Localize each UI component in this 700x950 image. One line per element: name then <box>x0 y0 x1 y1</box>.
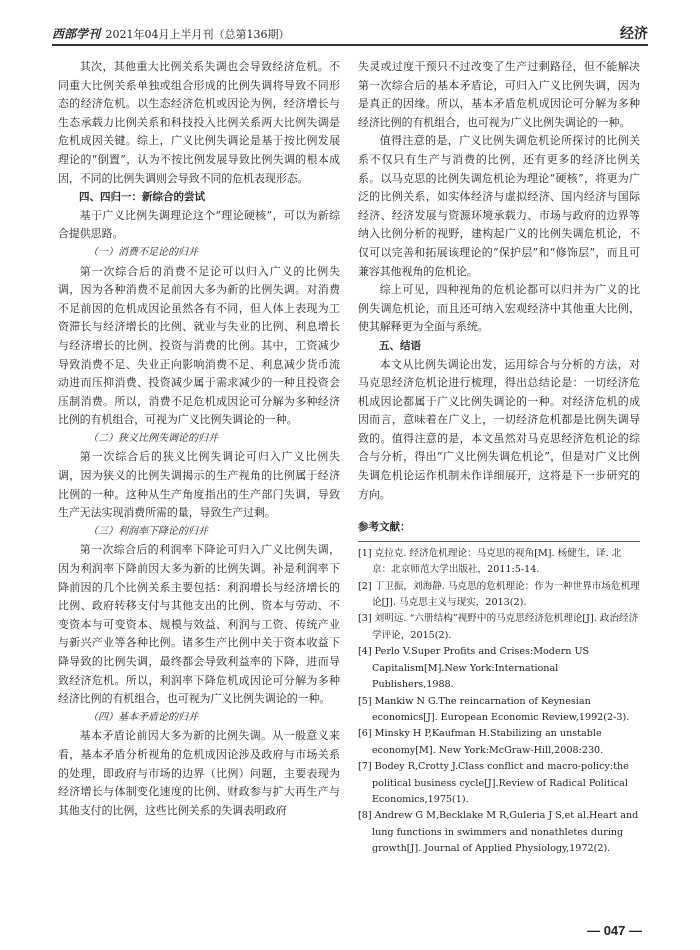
subsection-heading: （三）利润率下降论的归并 <box>88 525 208 537</box>
paragraph: 基于广义比例失调理论这个“理论硬核”，可以为新综合提供思路。 <box>58 208 340 241</box>
paragraph: 综上可见，四种视角的危机论都可以归并为广义的比例失调危机论，而且还可纳入宏观经济中其他重大比例，使其解释更为全面与系统。 <box>358 283 640 334</box>
paragraph: 基本矛盾论前因大多为新的比例失调。从一般意义来看，基本矛盾分析视角的危机成因论涉及政府与市场关系的处理，即政府与市场的边界（比例）问题，主要表现为经济增长与体制变化速度的比例、财政参与扩大再生产与其他支付的比例，这些比例关系的失调表明政府 <box>58 729 340 817</box>
reference-item: [1] 克拉克. 经济危机理论：马克思的视角[M]. 杨健生，译. 北京：北京师范大学出版社，2011:5-14. <box>358 547 622 576</box>
journal-logo: 西部学刊 <box>52 27 101 41</box>
issue-info: 2021年04月上半月刊（总第136期） <box>105 28 290 41</box>
reference-item: [5] Mankiw N G.The reincarnation of Keynesian economics[J]. European Economic Review,1992(2-3). <box>358 695 630 723</box>
paragraph: 第一次综合后的狭义比例失调论可归入广义比例失调，因为狭义的比例失调揭示的生产视角的比例属于经济比例的一种。这种从生产角度指出的生产部门失调，导致生产无法实现消费所需的量，导致生产过剩。 <box>58 450 340 520</box>
reference-item: [3] 刘明远. “六册结构”视野中的马克思经济危机理论[J]. 政治经济学评论，2015(2). <box>358 613 639 641</box>
paragraph: 第一次综合后的利润率下降论可归入广义比例失调，因为利润率下降前因大多为新的比例失调。补是利润率下降前因的几个比例关系主要包括：利润增长与经济增长的比例、政府转移支付与其他支出的比例、资本与劳动、不变资本与可变资本、规模与效益、利润与工资、传统产业与新兴产业等各种比例。诸多生产比例中关于资本收益下降导致的比例失调，最终都会导致利益率的下降，进而导致经济危机。所以，利润率下降危机成因论可分解为多种经济比例的有机组合，也可视为广义比例失调论的一种。 <box>58 543 340 706</box>
paragraph: 值得注意的是，广义比例失调危机论所探讨的比例关系不仅只有生产与消费的比例，还有更多的经济比例关系。以马克思的比例失调危机论为理论“硬核”，将更为广泛的比例关系，如实体经济与虚拟经济、国内经济与国际经济、经济发展与资源环境承载力、市场与政府的边界等纳入比例分析的视野，建构起广义的比例失调危机论，不仅可以完善和拓展该理论的“保护层”和“修饰层”，而且可兼容其他视角的危机论。 <box>358 134 640 278</box>
paragraph: 其次，其他重大比例关系失调也会导致经济危机。不同重大比例关系单独或组合形成的比例失调将导致不同形态的经济危机。以生态经济危机或因论为例，经济增长与生态承载力比例关系和科技投入比例关系两大比例失调是危机成因关键。综上，广义比例失调论是基于按比例发展理论的“倒置”，认为不按比例发展导致比例失调的根本成因，不同的比例失调则会导致不同的危机表现形态。 <box>58 60 340 185</box>
right-column <box>358 58 640 858</box>
paragraph: 第一次综合后的消费不足论可以归入广义的比例失调，因为各种消费不足前因大多为新的比例失调。对消费不足前因的危机成因论虽然各有不同，但人体上表现为工资滞长与经济增长的比例、就业与失业的比例、利息增长与经济增长的比例、投资与消费的比例。其中，工资减少导致消费不足、失业正向影响消费不足、利息减少货币流动进而压抑消费、投资减少属于需求减少的一种且投资会压制消费。所以，消费不足危机成因论可分解为多种经济比例的有机组合，可视为广义比例失调论的一种。 <box>58 264 340 427</box>
paragraph: 本文从比例失调论出发，运用综合与分析的方法，对马克思经济危机论进行梳理，得出总结论是：一切经济危机成因论都属于广义比例失调论的一种。对经济危机的成因而言，意味着在广义上，一切经济危机都是比例失调导致的。值得注意的是，本文虽然对马克思经济危机论的综合与分析，得出“广义比例失调危机论”，但是对广义比例失调危机论运作机制未作详细展开，这将是下一步研究的方向。 <box>358 357 640 501</box>
header-journal-info <box>52 25 290 42</box>
subsection-heading: （一）消费不足论的归并 <box>88 246 198 258</box>
reference-item: [8] Andrew G M,Becklake M R,Guleria J S,et al.Heart and lung functions in swimmers and nonathletes during growth[J]. Journal of Applied Physiology,1972(2). <box>358 810 639 855</box>
references-title: 参考文献： <box>358 521 411 534</box>
section-heading-4: 四、四归一：新综合的尝试 <box>79 191 205 204</box>
subsection-heading: （四）基本矛盾论的归并 <box>88 711 198 723</box>
reference-item: [7] Bodey R,Crotty J.Class conflict and macro-policy:the political business cycle[J].Review of Radical Political Economics,1975(1). <box>358 761 629 805</box>
subsection-heading: （二）狭义比例失调论的归并 <box>88 432 218 444</box>
paragraph: 失灵或过度干预只不过改变了生产过剩路径，但不能解决第一次综合后的基本矛盾论，可归入广义比例失调，因为是真正的因缘。所以，基本矛盾危机成因论可分解为多种经济比例的有机组合，也可视为广义比例失调论的一种。 <box>358 60 640 129</box>
reference-item: [2] 丁卫振，刘海静. 马克思的危机理论：作为一种世界市场危机理论[J]. 马克思主义与现实，2013(2). <box>358 580 640 609</box>
reference-item: [4] Perlo V.Super Profits and Crises:Modern US Capitalism[M].New York:International Publishers,1988. <box>358 646 590 691</box>
left-column <box>58 58 340 820</box>
references-list <box>358 546 640 858</box>
page-header <box>52 22 648 46</box>
section-heading-5: 五、结语 <box>379 339 421 352</box>
reference-item: [6] Minsky H P,Kaufman H.Stabilizing an unstable economy[M]. New York:McGraw-Hill,2008:230. <box>358 728 604 756</box>
references-divider <box>358 541 640 542</box>
section-label: 经济 <box>620 26 648 42</box>
page-number: — 047 — <box>587 923 642 938</box>
